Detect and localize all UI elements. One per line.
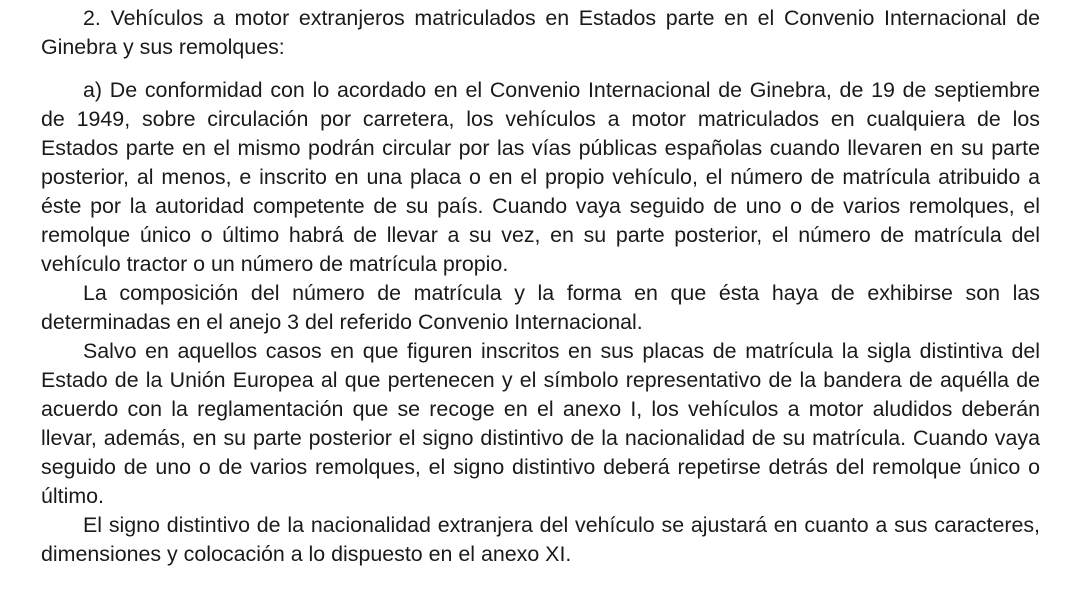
paragraph-sign-specifications: El signo distintivo de la nacionalidad extranjera del vehículo se ajustará en cuanto a sus caracteres, dimensiones y colocación a lo dispuesto en el anexo XI. bbox=[41, 513, 1040, 566]
paragraph-plate-composition: La composición del número de matrícula y la forma en que ésta haya de exhibirse son las determinadas en el anejo 3 del referido Convenio Internacional. bbox=[41, 281, 1040, 334]
paragraph-a-geneva-convention: a) De conformidad con lo acordado en el Convenio Internacional de Ginebra, de 19 de septiembre de 1949, sobre circulación por carretera, los vehículos a motor matriculados en cualquiera de los Estados parte en el mismo podrán circular por las vías públicas españolas cuando llevaren en su parte posterior, al menos, e inscrito en una placa o en el propio vehículo, el número de matrícula atribuido a éste por la autoridad competente de su país. Cuando vaya seguido de uno o de varios remolques, el remolque único o último habrá de llevar a su vez, en su parte posterior, el número de matrícula del vehículo tractor o un número de matrícula propio. bbox=[41, 78, 1040, 276]
document-body bbox=[41, 4, 1040, 569]
section-heading: 2. Vehículos a motor extranjeros matriculados en Estados parte en el Convenio Internacional de Ginebra y sus remolques: bbox=[41, 6, 1040, 59]
paragraph-distinctive-sign: Salvo en aquellos casos en que figuren inscritos en sus placas de matrícula la sigla distintiva del Estado de la Unión Europea al que pertenecen y el símbolo representativo de la bandera de aquélla de acuerdo con la reglamentación que se recoge en el anexo I, los vehículos a motor aludidos deberán llevar, además, en su parte posterior el signo distintivo de la nacionalidad de su matrícula. Cuando vaya seguido de uno o de varios remolques, el signo distintivo deberá repetirse detrás del remolque único o último. bbox=[41, 339, 1040, 508]
